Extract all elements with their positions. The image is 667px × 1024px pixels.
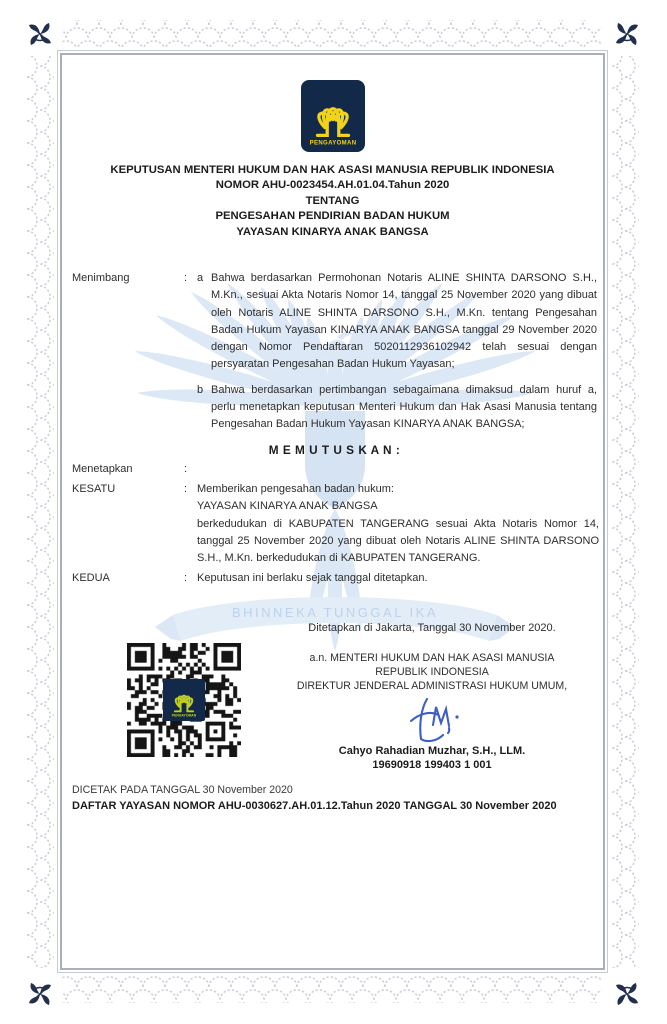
title-line-5: YAYASAN KINARYA ANAK BANGSA	[236, 225, 429, 238]
ruling-text	[197, 461, 599, 478]
colon: :	[184, 272, 188, 284]
official-title-line: DIREKTUR JENDERAL ADMINISTRASI HUKUM UMUM,	[296, 680, 568, 692]
ruling-row-menetapkan	[72, 461, 599, 478]
qr-center-logo	[163, 679, 205, 721]
colon: :	[184, 572, 188, 585]
decree-title	[59, 163, 606, 240]
item-marker: a	[197, 272, 204, 284]
colon: :	[184, 483, 188, 496]
corner-ornament-icon	[29, 983, 51, 1005]
signer-name: Cahyo Rahadian Muzhar, S.H., LLM.	[338, 745, 526, 757]
item-text: Bahwa berdasarkan pertimbangan sebagaimana dimaksud dalam huruf a, perlu menetapkan keputusan Menteri Hukum dan Hak Asasi Manusia tentang Pengesahan Badan Hukum Yayasan KINARYA ANAK BANGSA;	[211, 383, 597, 431]
ruling-heading: M E M U T U S K A N :	[268, 443, 401, 457]
considering-item-b	[197, 382, 597, 434]
printed-date-line: DICETAK PADA TANGGAL 30 November 2020	[72, 784, 293, 796]
ruling-text: Memberikan pengesahan badan hukum:	[197, 483, 394, 496]
item-marker: b	[197, 383, 204, 396]
title-line-2: NOMOR AHU-0023454.AH.01.04.Tahun 2020	[215, 179, 450, 192]
considering-section	[72, 270, 597, 434]
republic-line: REPUBLIK INDONESIA	[375, 666, 489, 678]
title-line-3: TENTANG	[305, 194, 360, 207]
corner-ornament-icon	[616, 983, 638, 1005]
qr-logo-caption: PENGAYOMAN	[171, 713, 197, 718]
footer-block	[72, 784, 599, 812]
considering-item-a	[197, 270, 597, 374]
qr-code	[127, 643, 241, 757]
ruling-label: KESATU	[72, 483, 116, 496]
on-behalf-line: a.n. MENTERI HUKUM DAN HAK ASASI MANUSIA	[309, 652, 555, 664]
signer-nip: 19690918 199403 1 001	[372, 759, 492, 771]
logo-caption: PENGAYOMAN	[309, 140, 357, 147]
watermark-banner-text: BHINNEKA TUNGGAL IKA	[231, 605, 439, 620]
title-line-4: PENGESAHAN PENDIRIAN BADAN HUKUM	[215, 210, 450, 223]
ruling-text: Keputusan ini berlaku sejak tanggal ditetapkan.	[197, 572, 428, 585]
ruling-paragraph: berkedudukan di KABUPATEN TANGERANG sesuai Akta Notaris Nomor 14, tanggal 25 November 2020 yang dibuat oleh Notaris ALINE SHINTA DARSONO S.H., M.Kn. berkedudukan di KABUPATEN TANGERANG.	[197, 517, 599, 565]
ruling-row-kesatu	[72, 481, 599, 567]
title-line-1: KEPUTUSAN MENTERI HUKUM DAN HAK ASASI MANUSIA REPUBLIK INDONESIA	[110, 164, 555, 176]
ruling-label: KEDUA	[72, 572, 110, 585]
foundation-name: YAYASAN KINARYA ANAK BANGSA	[197, 500, 378, 513]
ruling-section	[72, 461, 599, 590]
register-number-line: DAFTAR YAYASAN NOMOR AHU-0030627.AH.01.12.Tahun 2020 TANGGAL 30 November 2020	[72, 800, 557, 812]
ruling-row-kedua	[72, 570, 599, 587]
enactment-line: Ditetapkan di Jakarta, Tanggal 30 November 2020.	[308, 622, 556, 634]
considering-label: Menimbang	[72, 272, 130, 284]
item-text: Bahwa berdasarkan Permohonan Notaris ALINE SHINTA DARSONO S.H., M.Kn., sesuai Akta Notaris Nomor 14, tanggal 25 November 2020 yang dibuat oleh Notaris ALINE SHINTA DARSONO S.H., M.Kn. tentang Pengesahan Badan Hukum Yayasan KINARYA ANAK BANGSA tanggal 29 November 2020 dengan Nomor Pendaftaran 5020112936102942 telah sesuai dengan persyaratan Pengesahan Badan Hukum Yayasan;	[211, 272, 597, 371]
closing-block	[296, 622, 568, 771]
signature-icon	[296, 695, 568, 745]
corner-ornament-icon	[29, 23, 51, 45]
pengayoman-logo	[301, 80, 365, 152]
colon: :	[184, 463, 188, 475]
ruling-label: Menetapkan	[72, 463, 133, 475]
corner-ornament-icon	[616, 23, 638, 45]
